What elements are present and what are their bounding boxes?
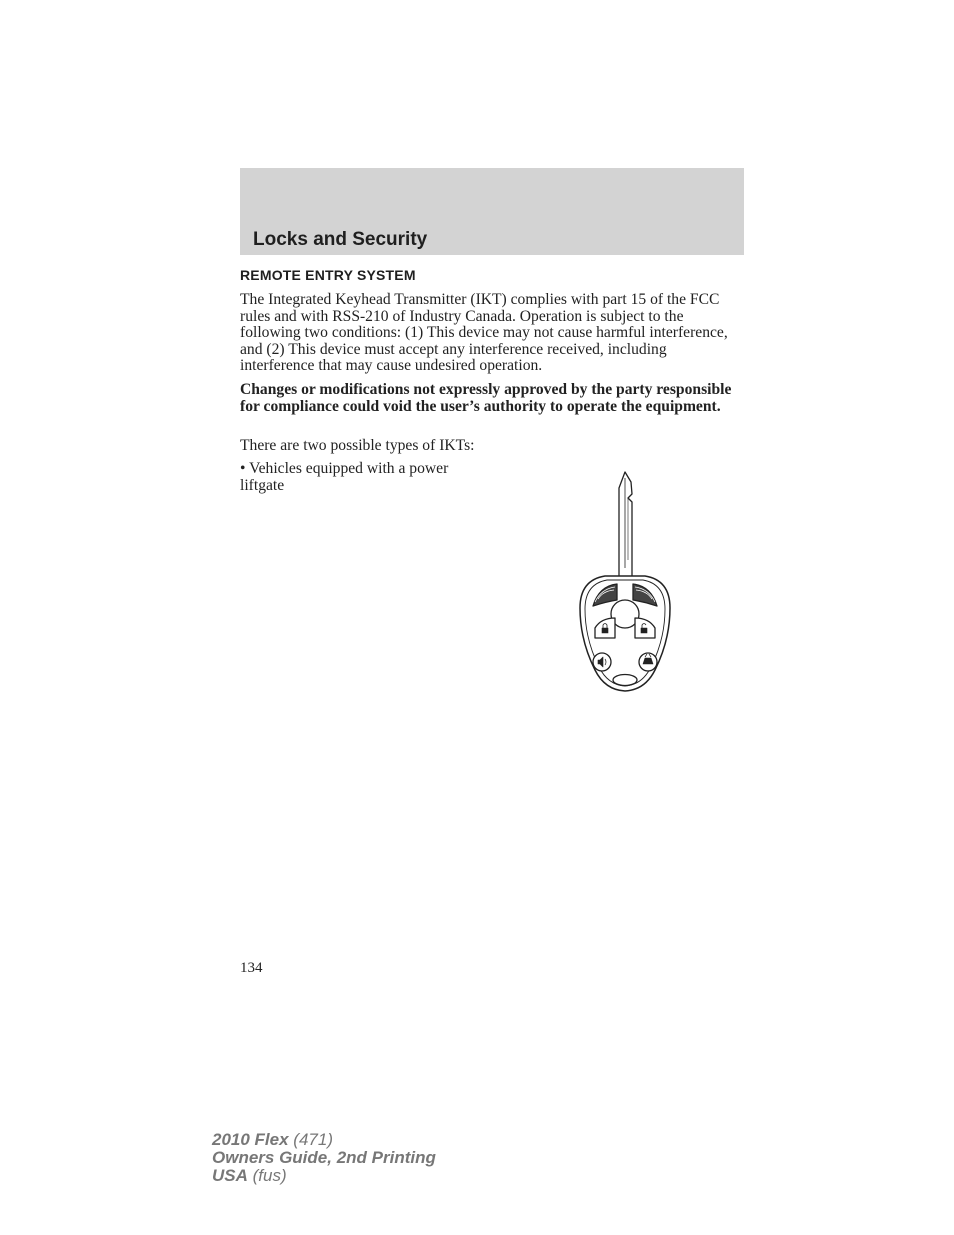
section-header-band [240,168,744,255]
footer-line-1 [212,1131,436,1149]
footer-line-2 [212,1149,436,1167]
subheading: REMOTE ENTRY SYSTEM [240,267,416,283]
paragraph-warning: Changes or modifications not expressly approved by the party responsible for compliance could void the user’s authority to operate the equipment. [240,381,732,415]
bullet-power-liftgate: • Vehicles equipped with a power liftgate [240,460,449,494]
section-title: Locks and Security [253,229,428,250]
footer-print-info [212,1131,436,1185]
footer-guide: Owners Guide, 2nd Printing [212,1148,436,1167]
paragraph-fcc-compliance: The Integrated Keyhead Transmitter (IKT) complies with part 15 of the FCC rules and with RSS-210 of Industry Canada. Operation is subject to the following two conditions: (1) This device may not cause harmful interference, and (2) This device must accept any interference received, including interference that may cause undesired operation. [240,291,728,374]
page-number: 134 [240,960,263,976]
footer-line-3 [212,1167,436,1185]
key-fob-icon [575,468,675,696]
footer-model-code: (471) [293,1130,333,1149]
footer-market: USA [212,1166,248,1185]
footer-model: 2010 Flex [212,1130,289,1149]
paragraph-ikt-types: There are two possible types of IKTs: [240,437,475,454]
footer-market-code: (fus) [252,1166,287,1185]
